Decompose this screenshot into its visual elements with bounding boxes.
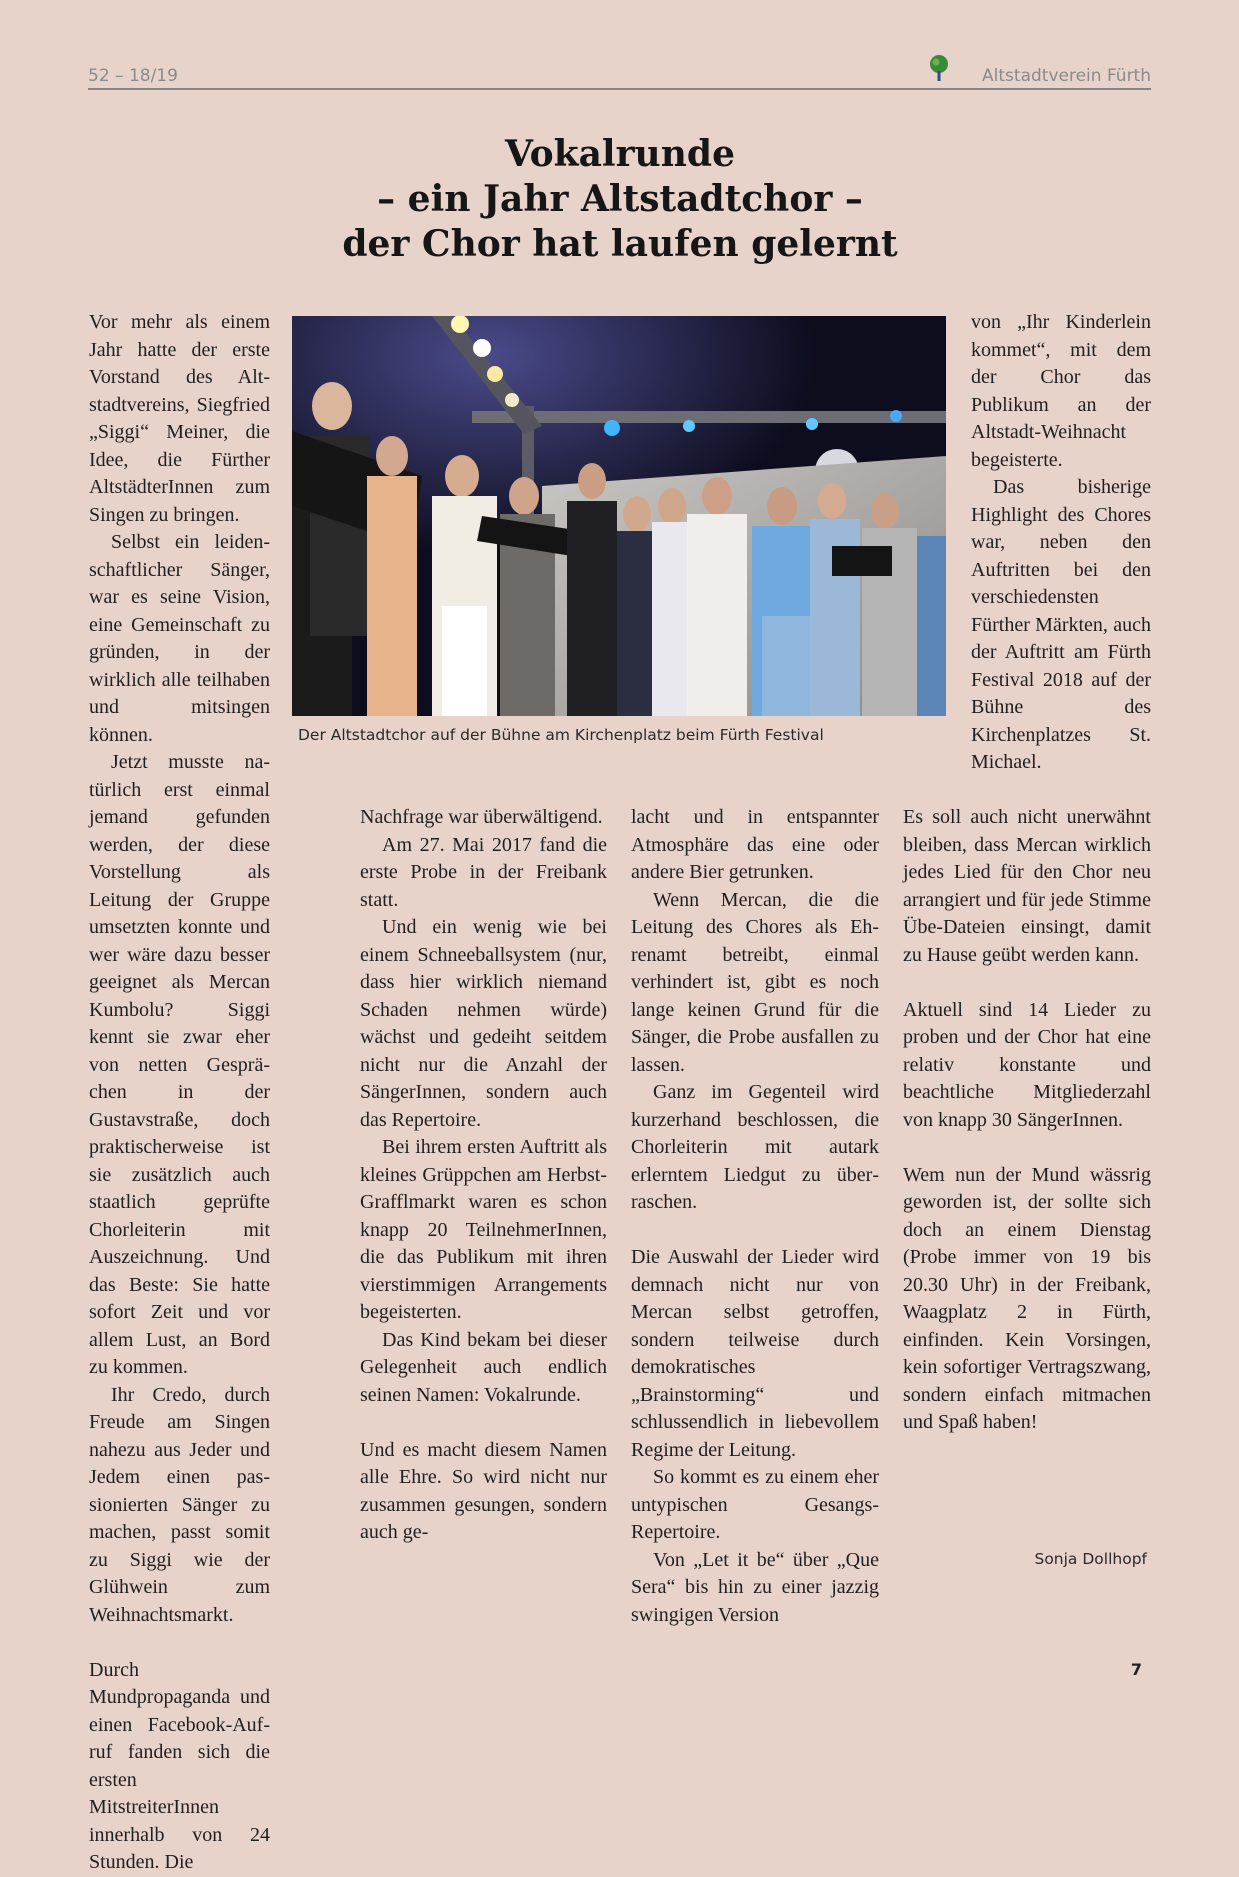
paragraph: Selbst ein leidenschaftlicher Sänger, war es seine Vision, eine Gemeinschaft zu gründen, in der wirklich alle teilhaben und mitsingen können.: [89, 531, 270, 746]
paragraph: von „Ihr Kinderlein kommet“, mit dem der Chor das Publikum an der Altstadt-Weihnacht begeisterte.: [971, 311, 1151, 471]
paragraph: Von „Let it be“ über „Que Sera“ bis hin zu einer jazzig swingigen Version: [631, 1548, 879, 1626]
issue-number: 52 – 18/19: [88, 66, 178, 86]
article-column-4-bottom: [903, 804, 1151, 1437]
title-line: der Chor hat laufen gelernt: [342, 223, 898, 265]
tree-logo-icon: [927, 54, 951, 82]
paragraph: Es soll auch nicht unerwähnt bleiben, dass Mercan wirklich jedes Lied für den Chor neu arrangiert und für jede Stimme Übe-Dateien einsingt, damit zu Hause geübt werden kann.: [903, 806, 1151, 966]
paragraph: So kommt es zu einem eher untypischen Gesangs-Repertoire.: [631, 1466, 879, 1543]
organization-name: Altstadtverein Fürth: [982, 66, 1151, 86]
page-number: 7: [1130, 1660, 1142, 1679]
paragraph: Wem nun der Mund wässrig geworden ist, der sollte sich doch an einem Dienstag (Probe immer von 19 bis 20.30 Uhr) in der Freibank, Waagplatz 2 in Fürth, einfinden. Kein Vorsingen, kein sofortiger Vertragszwang, sondern einfach mitmachen und Spaß haben!: [903, 1163, 1151, 1433]
photo-caption: Der Altstadtchor auf der Bühne am Kirchenplatz beim Fürth Festival: [298, 726, 824, 744]
choir-photo-illustration: [292, 316, 946, 716]
article-column-1: [89, 309, 270, 1877]
title-line: – ein Jahr Altstadtchor –: [377, 178, 863, 220]
paragraph: Ganz im Gegenteil wird kurzerhand beschlossen, die Chorleiterin mit autark erlerntem Liedgut zu überraschen.: [631, 1081, 879, 1213]
paragraph: Das bisherige Highlight des Chores war, neben den Auftritten bei den verschiedensten Fürther Märkten, auch der Auftritt am Fürth Festival 2018 auf der Bühne des Kirchenplatzes St. Michael.: [971, 476, 1151, 773]
title-line: Vokalrunde: [505, 133, 735, 175]
article-title: [150, 132, 1090, 267]
paragraph: lacht und in entspannter Atmosphäre das eine oder andere Bier getrunken.: [631, 806, 879, 883]
paragraph: Ihr Credo, durch Freude am Singen nahezu aus Jeder und Jedem einen passionierten Sänger zu machen, passt somit zu Siggi wie der Glühwein zum Weihnachtsmarkt.: [89, 1383, 270, 1626]
paragraph: Wenn Mercan, die die Leitung des Chores als Ehrenamt betreibt, einmal verhindert ist, gibt es noch lange keinen Grund für die Sänger, die Probe ausfallen zu lassen.: [631, 888, 879, 1076]
paragraph: Bei ihrem ersten Auftritt als kleines Grüppchen am Herbst-Grafflmarkt waren es schon knapp 20 TeilnehmerInnen, die das Publikum mit ihren vierstimmigen Arrangements begeisterten.: [360, 1136, 607, 1323]
paragraph: Und es macht diesem Namen alle Ehre. So wird nicht nur zusammen gesungen, sondern auch ge-: [360, 1438, 607, 1543]
paragraph: Nachfrage war überwältigend.: [360, 806, 603, 828]
paragraph: Vor mehr als einem Jahr hatte der erste Vorstand des Altstadtvereins, Siegfried „Siggi“ Meiner, die Idee, die Fürther AltstädterInnen zum Singen zu bringen.: [89, 311, 270, 526]
article-column-2: [360, 804, 607, 1547]
author-name: Sonja Dollhopf: [1034, 1550, 1147, 1568]
paragraph: Aktuell sind 14 Lieder zu proben und der Chor hat eine relativ konstante und beachtliche Mitgliederzahl von knapp 30 SängerInnen.: [903, 998, 1151, 1131]
choir-photo: [292, 316, 946, 716]
paragraph: Jetzt musste natürlich erst einmal jemand gefunden werden, der diese Vorstellung als Leitung der Gruppe umsetzten konnte und wer wäre dazu besser geeignet als Mercan Kumbolu? Siggi kennt sie zwar eher von netten Gesprächen in der Gustavstraße, doch praktischerweise ist sie zusätzlich auch staatlich geprüfte Chorleiterin mit Auszeichnung. Und das Beste: Sie hatte sofort Zeit und vor allem Lust, an Bord zu kommen.: [89, 751, 270, 1378]
paragraph: Durch Mundpropaganda und einen Facebook-Aufruf fanden sich die ersten MitstreiterInnen innerhalb von 24 Stunden. Die: [89, 1658, 270, 1873]
paragraph: Und ein wenig wie bei einem Schneeballsystem (nur, dass hier wirklich niemand Schaden nehmen würde) wächst und gedeiht seitdem nicht nur die Anzahl der SängerInnen, sondern auch das Repertoire.: [360, 916, 607, 1131]
article-column-3: [631, 804, 879, 1629]
paragraph: Das Kind bekam bei dieser Gelegenheit auch endlich seinen Namen: Vokalrunde.: [360, 1328, 607, 1406]
paragraph: Die Auswahl der Lieder wird demnach nicht nur von Mercan selbst getroffen, sondern teilweise durch demokratisches „Brainstorming“ und schlussendlich in liebevollem Regime der Leitung.: [631, 1246, 879, 1461]
article-column-4-top: [971, 309, 1151, 777]
page-header: [88, 62, 1151, 90]
paragraph: Am 27. Mai 2017 fand die erste Probe in der Freibank statt.: [360, 833, 607, 911]
